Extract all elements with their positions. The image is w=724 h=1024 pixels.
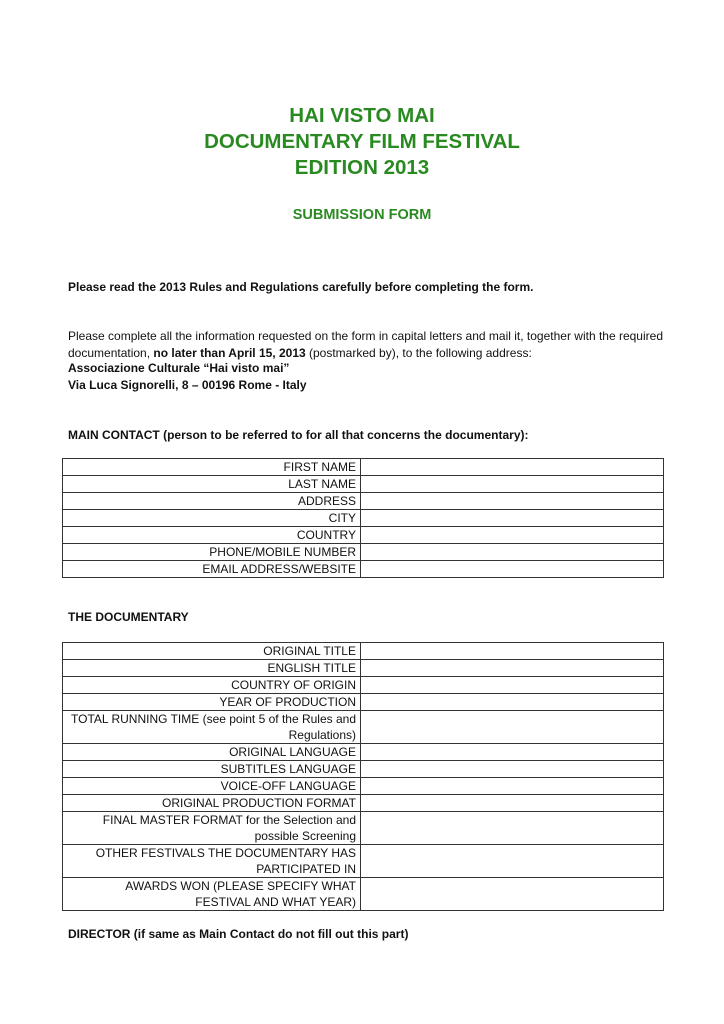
form-row: [63, 459, 664, 476]
field-label: ENGLISH TITLE: [63, 660, 361, 677]
field-label: ORIGINAL LANGUAGE: [63, 744, 361, 761]
form-row: [63, 643, 664, 660]
field-input[interactable]: [361, 643, 664, 660]
form-row: [63, 812, 664, 845]
form-row: [63, 778, 664, 795]
field-input[interactable]: [361, 812, 664, 845]
documentary-table: [62, 642, 664, 911]
field-input[interactable]: [361, 744, 664, 761]
form-row: [63, 878, 664, 911]
field-label: AWARDS WON (PLEASE SPECIFY WHAT FESTIVAL AND WHAT YEAR): [63, 878, 361, 911]
title-line-3: EDITION 2013: [294, 156, 430, 179]
field-label: PHONE/MOBILE NUMBER: [63, 544, 361, 561]
field-label: ADDRESS: [63, 493, 361, 510]
documentary-heading: THE DOCUMENTARY: [68, 610, 189, 624]
form-row: [63, 677, 664, 694]
field-input[interactable]: [361, 761, 664, 778]
form-subtitle: SUBMISSION FORM: [292, 207, 432, 223]
field-input[interactable]: [361, 493, 664, 510]
title-line-2: DOCUMENTARY FILM FESTIVAL: [204, 130, 520, 153]
form-row: [63, 561, 664, 578]
title-line-1: HAI VISTO MAI: [289, 104, 435, 127]
field-label: ORIGINAL TITLE: [63, 643, 361, 660]
field-input[interactable]: [361, 694, 664, 711]
field-label: SUBTITLES LANGUAGE: [63, 761, 361, 778]
field-label: VOICE-OFF LANGUAGE: [63, 778, 361, 795]
field-label: FINAL MASTER FORMAT for the Selection and possible Screening: [63, 812, 361, 845]
form-row: [63, 744, 664, 761]
form-row: [63, 711, 664, 744]
field-label: ORIGINAL PRODUCTION FORMAT: [63, 795, 361, 812]
form-row: [63, 694, 664, 711]
main-contact-table: [62, 458, 664, 578]
form-row: [63, 761, 664, 778]
deadline-text: no later than April 15, 2013: [153, 346, 306, 360]
form-row: [63, 510, 664, 527]
field-label: LAST NAME: [63, 476, 361, 493]
field-input[interactable]: [361, 459, 664, 476]
field-input[interactable]: [361, 878, 664, 911]
read-notice: Please read the 2013 Rules and Regulations carefully before completing the form.: [68, 280, 534, 294]
festival-title: [0, 103, 724, 181]
address-line-1: Associazione Culturale “Hai visto mai”: [68, 361, 290, 375]
field-label: COUNTRY OF ORIGIN: [63, 677, 361, 694]
form-row: [63, 544, 664, 561]
address-line-2: Via Luca Signorelli, 8 – 00196 Rome - Italy: [68, 378, 307, 392]
form-row: [63, 845, 664, 878]
field-input[interactable]: [361, 711, 664, 744]
form-row: [63, 527, 664, 544]
field-input[interactable]: [361, 660, 664, 677]
field-label: OTHER FESTIVALS THE DOCUMENTARY HAS PARTICIPATED IN: [63, 845, 361, 878]
field-input[interactable]: [361, 510, 664, 527]
director-heading: DIRECTOR (if same as Main Contact do not fill out this part): [68, 927, 409, 941]
field-label: COUNTRY: [63, 527, 361, 544]
field-input[interactable]: [361, 778, 664, 795]
form-row: [63, 795, 664, 812]
field-input[interactable]: [361, 845, 664, 878]
field-input[interactable]: [361, 544, 664, 561]
field-label: FIRST NAME: [63, 459, 361, 476]
field-input[interactable]: [361, 527, 664, 544]
field-input[interactable]: [361, 561, 664, 578]
instructions-paragraph: [68, 328, 668, 362]
field-label: TOTAL RUNNING TIME (see point 5 of the Rules and Regulations): [63, 711, 361, 744]
field-input[interactable]: [361, 795, 664, 812]
field-label: EMAIL ADDRESS/WEBSITE: [63, 561, 361, 578]
field-input[interactable]: [361, 476, 664, 493]
instructions-part1: Please complete all the information requested on the form in capital letters and mail it, together with the required documentation,: [68, 329, 663, 360]
field-label: YEAR OF PRODUCTION: [63, 694, 361, 711]
field-input[interactable]: [361, 677, 664, 694]
instructions-part2: (postmarked by), to the following address:: [305, 346, 532, 360]
form-row: [63, 493, 664, 510]
field-label: CITY: [63, 510, 361, 527]
form-row: [63, 660, 664, 677]
form-row: [63, 476, 664, 493]
main-contact-heading: MAIN CONTACT (person to be referred to for all that concerns the documentary):: [68, 428, 529, 442]
